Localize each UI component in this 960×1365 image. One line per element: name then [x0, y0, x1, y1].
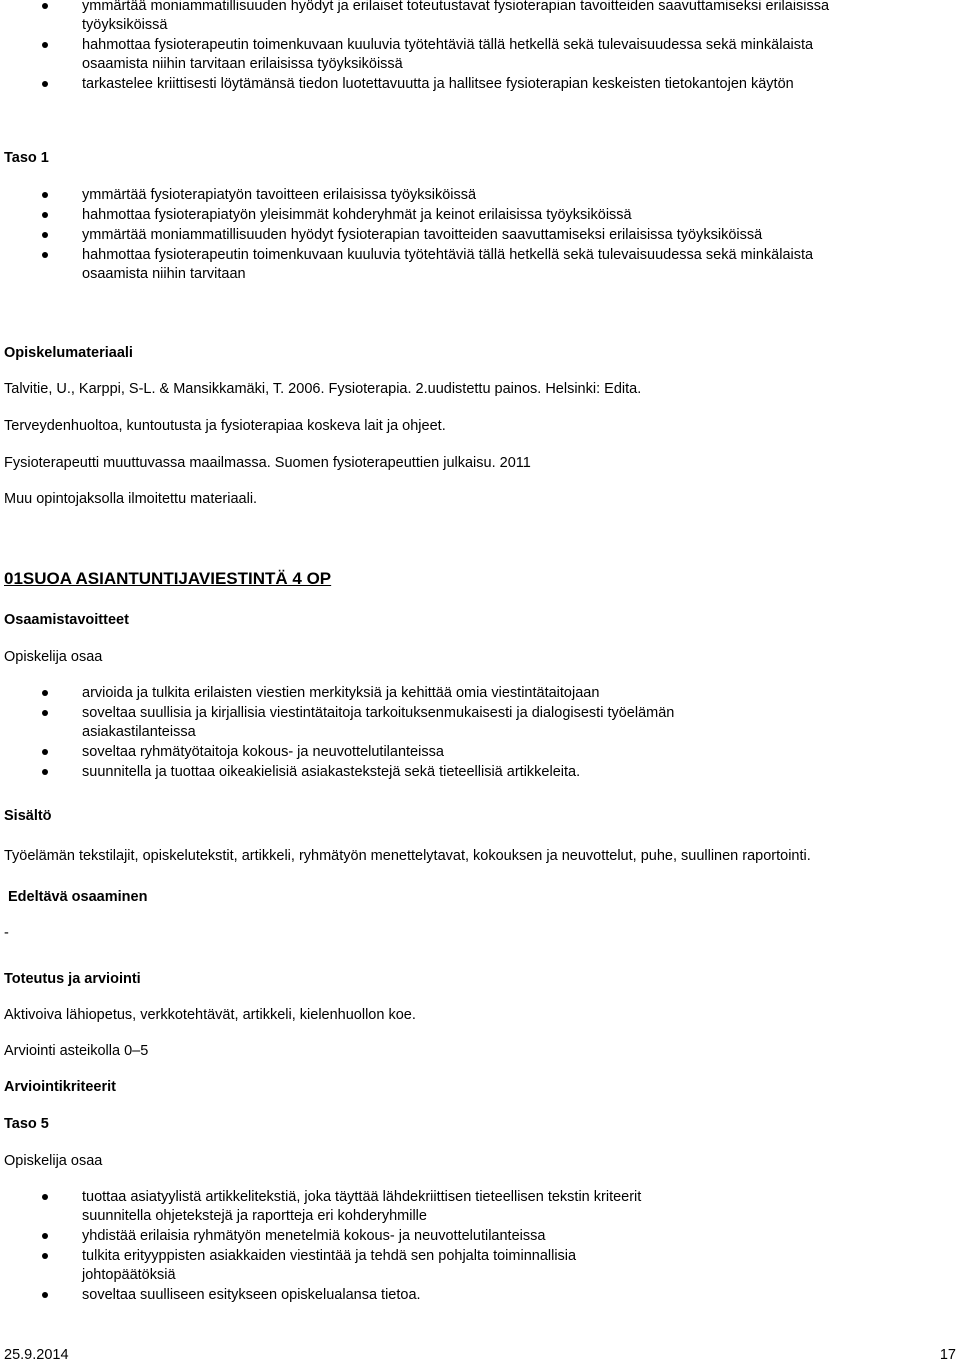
- taso1-heading: Taso 1: [4, 150, 49, 166]
- material-line: Muu opintojaksolla ilmoitettu materiaali.: [4, 491, 258, 507]
- materials-heading: Opiskelumateriaali: [4, 345, 133, 361]
- criteria-heading: Arviointikriteerit: [4, 1079, 116, 1095]
- list-item: ymmärtää fysioterapiatyön tavoitteen erilaisissa työyksiköissä: [0, 186, 960, 205]
- page-footer: [4, 1346, 956, 1365]
- taso5-heading: Taso 5: [4, 1116, 49, 1132]
- list-item: hahmottaa fysioterapiatyön yleisimmät kohderyhmät ja keinot erilaisissa työyksiköissä: [0, 206, 960, 225]
- list-item: tuottaa asiatyylistä artikkelitekstiä, joka täyttää lähdekriittisen tieteellisen tekstin kriteerit suunnitella ohjetekstejä ja raportteja eri kohderyhmille: [0, 1188, 960, 1226]
- taso1-list: [0, 186, 960, 285]
- content-heading: Sisältö: [4, 808, 52, 824]
- list-item: yhdistää erilaisia ryhmätyön menetelmiä kokous- ja neuvottelutilanteissa: [0, 1227, 960, 1246]
- content-text: Työelämän tekstilajit, opiskelutekstit, artikkeli, ryhmätyön menettelytavat, kokouksen ja neuvottelut, puhe, suullinen raportointi.: [4, 848, 811, 864]
- prereq-text: -: [4, 925, 9, 941]
- list-item: hahmottaa fysioterapeutin toimenkuvaan kuuluvia työtehtäviä tällä hetkellä sekä tulevaisuudessa sekä minkälaista osaamista niihin tarvitaan erilaisissa työyksiköissä: [0, 36, 960, 74]
- material-line: Fysioterapeutti muuttuvassa maailmassa. Suomen fysioterapeuttien julkaisu. 2011: [4, 455, 531, 471]
- material-line: Terveydenhuoltoa, kuntoutusta ja fysioterapiaa koskeva lait ja ohjeet.: [4, 418, 446, 434]
- material-line: Talvitie, U., Karppi, S-L. & Mansikkamäki, T. 2006. Fysioterapia. 2.uudistettu painos. Helsinki: Edita.: [4, 381, 642, 397]
- list-item: soveltaa suullisia ja kirjallisia viestintätaitoja tarkoituksenmukaisesti ja dialogisesti työelämän asiakastilanteissa: [0, 704, 960, 742]
- list-item: soveltaa ryhmätyötaitoja kokous- ja neuvottelutilanteissa: [0, 743, 960, 762]
- goals-list: [0, 684, 960, 783]
- list-item: tarkastelee kriittisesti löytämänsä tiedon luotettavuutta ja hallitsee fysioterapian keskeisten tietokantojen käytön: [0, 75, 960, 94]
- scale-text: Arviointi asteikolla 0–5: [4, 1043, 149, 1059]
- student-label: Opiskelija osaa: [4, 649, 103, 665]
- list-item: ymmärtää moniammatillisuuden hyödyt ja erilaiset toteutustavat fysioterapian tavoitteiden saavuttamiseksi erilaisissa työyksiköissä: [0, 0, 960, 35]
- list-item: ymmärtää moniammatillisuuden hyödyt fysioterapian tavoitteiden saavuttamiseksi erilaisissa työyksiköissä: [0, 226, 960, 245]
- course-title: 01SUOA ASIANTUNTIJAVIESTINTÄ 4 OP: [4, 569, 332, 588]
- taso5-list: [0, 1188, 960, 1306]
- list-item: arvioida ja tulkita erilaisten viestien merkityksiä ja kehittää omia viestintätaitojaan: [0, 684, 960, 703]
- taso5-student-label: Opiskelija osaa: [4, 1153, 103, 1169]
- page-number: 17: [939, 1347, 956, 1363]
- impl-heading: Toteutus ja arviointi: [4, 971, 141, 987]
- goals-heading: Osaamistavoitteet: [4, 612, 129, 628]
- footer-date: 25.9.2014: [4, 1347, 69, 1363]
- list-item: tulkita erityyppisten asiakkaiden viestintää ja tehdä sen pohjalta toiminnallisia johtopäätöksiä: [0, 1247, 960, 1285]
- impl-text: Aktivoiva lähiopetus, verkkotehtävät, artikkeli, kielenhuollon koe.: [4, 1007, 416, 1023]
- top-bullet-list: [0, 0, 960, 95]
- list-item: hahmottaa fysioterapeutin toimenkuvaan kuuluvia työtehtäviä tällä hetkellä sekä tulevaisuudessa sekä minkälaista osaamista niihin tarvitaan: [0, 246, 960, 284]
- prereq-heading: Edeltävä osaaminen: [8, 889, 148, 905]
- list-item: soveltaa suulliseen esitykseen opiskelualansa tietoa.: [0, 1286, 960, 1305]
- list-item: suunnitella ja tuottaa oikeakielisiä asiakastekstejä sekä tieteellisiä artikkeleita.: [0, 763, 960, 782]
